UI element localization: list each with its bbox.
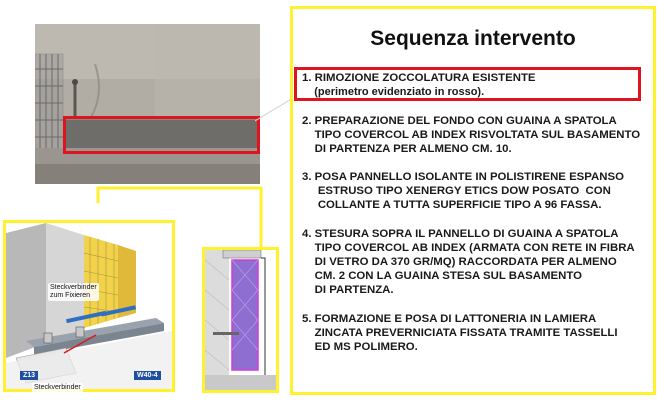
step-2-line-1: 2. PREPARAZIONE DEL FONDO CON GUAINA A SPATOLA: [302, 115, 617, 127]
step-4-line-2: TIPO COVERCOL AB INDEX (ARMATA CON RETE IN FIBRA: [302, 242, 635, 254]
step-5-line-3: ED MS POLIMERO.: [302, 341, 418, 353]
existing-base-highlight: [63, 116, 260, 154]
wall-photo-drawing: [35, 24, 260, 184]
step-3-line-2: ESTRUSO TIPO XENERGY ETICS DOW POSATO CON: [302, 185, 611, 197]
step-4-line-5: DI PARTENZA.: [302, 284, 394, 296]
step-1-line-1: 1. RIMOZIONE ZOCCOLATURA ESISTENTE: [302, 72, 536, 84]
step-5-line-1: 5. FORMAZIONE E POSA DI LATTONERIA IN LAMIERA: [302, 313, 597, 325]
isometric-detail-drawing: [6, 223, 172, 389]
step-4-line-1: 4. STESURA SOPRA IL PANNELLO DI GUAINA A SPATOLA: [302, 228, 619, 240]
isometric-detail-frame: [3, 220, 175, 392]
step-2-line-3: DI PARTENZA PER ALMENO CM. 10.: [302, 143, 512, 155]
section-detail-drawing: [205, 250, 276, 390]
step-4-line-3: DI VETRO DA 370 GR/MQ) RACCORDATA PER ALMENO: [302, 256, 617, 268]
step-3-line-1: 3. POSA PANNELLO ISOLANTE IN POLISTIRENE ESPANSO: [302, 171, 624, 183]
step-3-line-3: COLLANTE A TUTTA SUPERFICIE TIPO A 96 FASSA.: [302, 199, 602, 211]
step-5-line-2: ZINCATA PREVERNICIATA FISSATA TRAMITE TASSELLI: [302, 327, 618, 339]
step-1-line-2: (perimetro evidenziato in rosso).: [302, 86, 485, 98]
step-2-line-2: TIPO COVERCOL AB INDEX RISVOLTATA SUL BASAMENTO: [302, 129, 641, 141]
wall-photo: [35, 24, 260, 184]
label-connector-fix: Steckverbinder zum Fixieren: [50, 284, 97, 299]
tag-w40: W40-4: [134, 371, 161, 380]
section-detail-frame: [202, 247, 279, 393]
step-4-line-4: CM. 2 CON LA GUAINA STESA SUL BASAMENTO: [302, 270, 582, 282]
connector-line: [255, 96, 295, 126]
label-connector: Steckverbinder: [34, 384, 81, 391]
panel-title: Sequenza intervento: [370, 27, 576, 50]
tag-z13: Z13: [20, 371, 38, 380]
